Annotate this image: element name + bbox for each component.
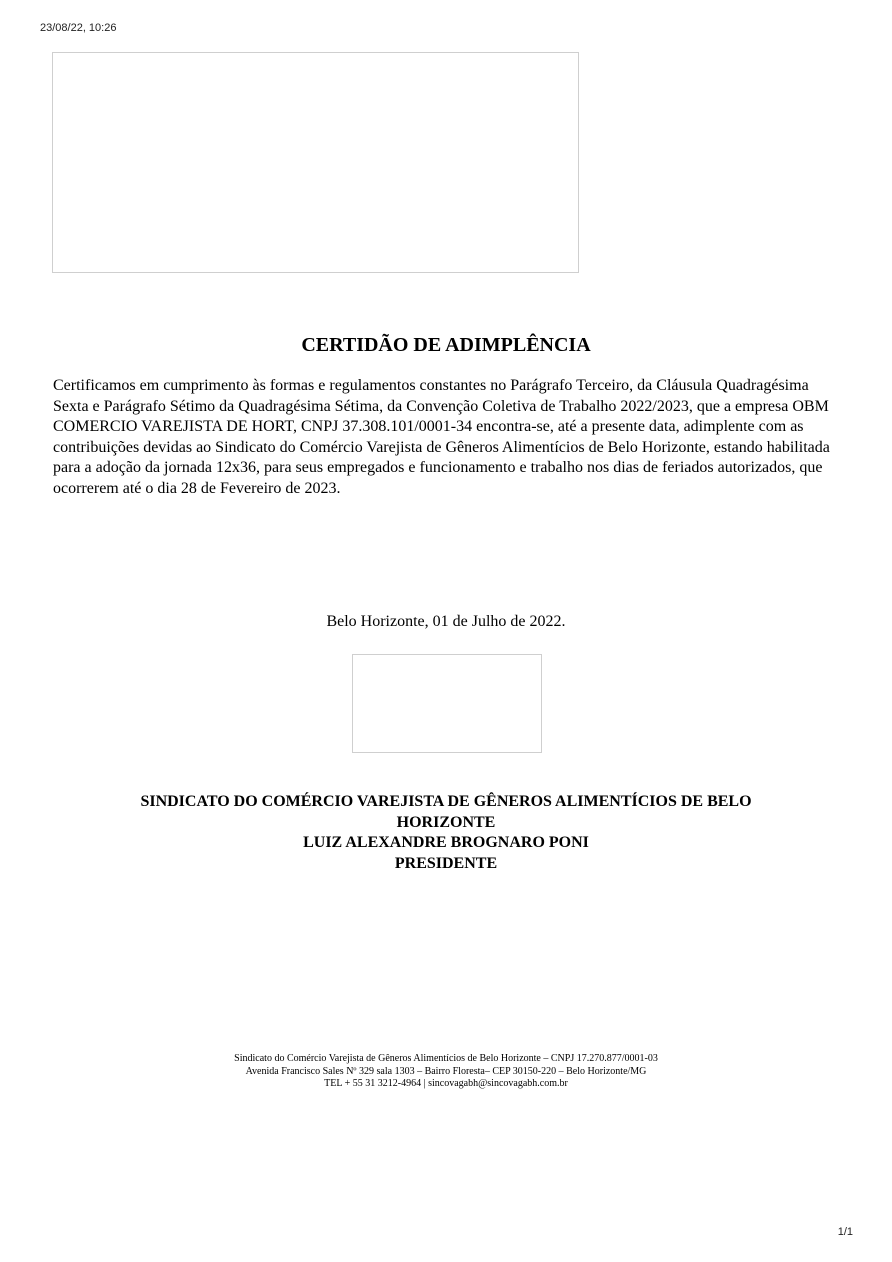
logo-image-placeholder	[52, 52, 579, 273]
certificate-body-text: Certificamos em cumprimento às formas e regulamentos constantes no Parágrafo Terceiro, da Cláusula Quadragésima Sexta e Parágrafo Sétimo da Quadragésima Sétima, da Convenção Coletiva de Trabalho 2022/2023, que a empresa OBM COMERCIO VAREJISTA DE HORT, CNPJ 37.308.101/0001-34 encontra-se, até a presente data, adimplente com as contribuições devidas ao Sindicato do Comércio Varejista de Gêneros Alimentícios de Belo Horizonte, estando habilitada para a adoção da jornada 12x36, para seus empregados e funcionamento e trabalho nos dias de feriados autorizados, que ocorrerem até o dia 28 de Fevereiro de 2023.	[53, 377, 830, 497]
print-header-datetime: 23/08/22, 10:26	[40, 22, 117, 34]
place-and-date: Belo Horizonte, 01 de Julho de 2022.	[326, 613, 566, 630]
footer	[0, 1053, 892, 1091]
footer-line-contact: TEL + 55 31 3212-4964 | sincovagabh@sincovagabh.com.br	[324, 1078, 568, 1089]
signatory-block	[96, 792, 796, 874]
signatory-role: PRESIDENTE	[394, 854, 498, 872]
page-number: 1/1	[837, 1226, 853, 1238]
signature-image-placeholder	[352, 654, 542, 753]
footer-line-address: Avenida Francisco Sales Nº 329 sala 1303 – Bairro Floresta– CEP 30150-220 – Belo Horizonte/MG	[245, 1065, 647, 1077]
footer-line-organization: Sindicato do Comércio Varejista de Gêneros Alimentícios de Belo Horizonte – CNPJ 17.270.877/0001-03	[234, 1053, 658, 1064]
document-title: CERTIDÃO DE ADIMPLÊNCIA	[301, 334, 591, 356]
signatory-name: LUIZ ALEXANDRE BROGNARO PONI	[303, 834, 589, 851]
signatory-organization: SINDICATO DO COMÉRCIO VAREJISTA DE GÊNEROS ALIMENTÍCIOS DE BELO HORIZONTE	[140, 793, 752, 831]
